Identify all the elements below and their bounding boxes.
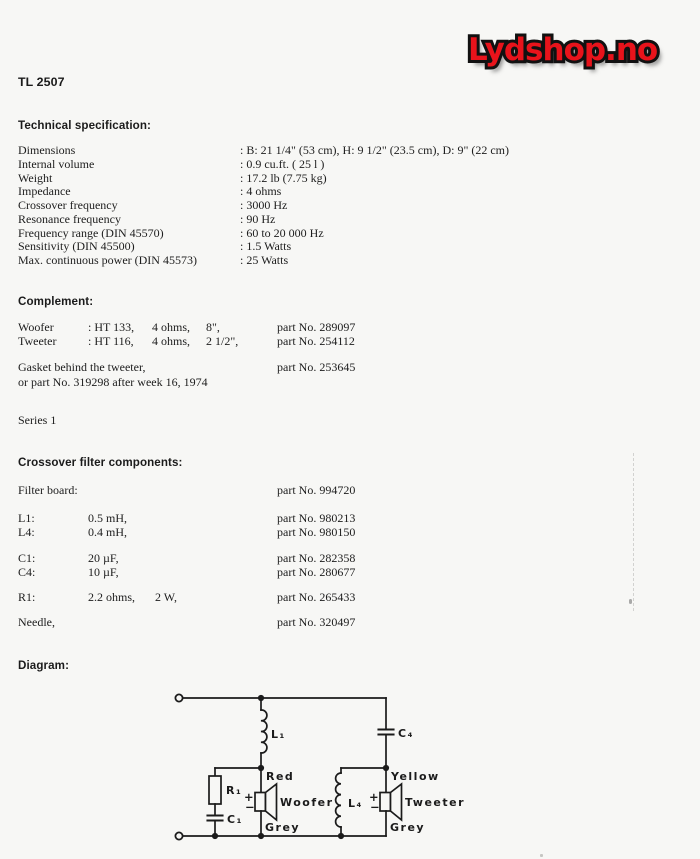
spec-row xyxy=(18,158,682,172)
spec-row xyxy=(18,172,682,186)
component-part-number: part No. 320497 xyxy=(277,615,356,629)
lydshop-logo: Lydshop.no Lydshop.no xyxy=(468,32,657,68)
gasket-note xyxy=(18,361,682,375)
woofer-plus-sign: + xyxy=(244,790,254,804)
spec-value: : 25 Watts xyxy=(240,253,289,267)
input-terminal-negative xyxy=(175,832,182,839)
inductor-rows xyxy=(18,511,682,539)
model-number: TL 2507 xyxy=(18,75,65,89)
junction-dot xyxy=(258,695,264,701)
label-woofer: Woofer xyxy=(280,796,334,809)
filter-board-label: Filter board: xyxy=(18,483,78,497)
input-terminal-positive xyxy=(175,694,182,701)
component-row xyxy=(18,590,682,604)
component-value2 xyxy=(155,511,277,525)
component-code: C1: xyxy=(18,551,36,565)
component-row xyxy=(18,565,682,579)
component-value2 xyxy=(155,565,277,579)
spec-row xyxy=(18,199,682,213)
label-grey-woofer: Grey xyxy=(265,821,301,834)
component-value: 10 µF, xyxy=(88,565,119,579)
spec-label: Resonance frequency xyxy=(18,211,121,226)
complement-heading: Complement: xyxy=(18,295,94,308)
spec-row xyxy=(18,254,682,268)
tweeter-symbol xyxy=(380,793,391,812)
spec-label: Sensitivity (DIN 45500) xyxy=(18,239,135,254)
spec-value: : 1.5 Watts xyxy=(240,239,292,254)
tech-spec-heading: Technical specification: xyxy=(18,119,151,132)
label-grey-tweeter: Grey xyxy=(390,821,426,834)
spec-label: Internal volume xyxy=(18,156,95,171)
label-tweeter: Tweeter xyxy=(405,796,466,809)
complement-row-tweeter xyxy=(18,334,682,348)
component-row xyxy=(18,615,682,629)
driver-name: Woofer xyxy=(18,320,54,334)
label-l4: L₄ xyxy=(348,797,363,810)
junction-dot xyxy=(258,765,264,771)
capacitor-c1 xyxy=(208,816,223,821)
spec-label: Impedance xyxy=(18,184,71,199)
tech-spec-table xyxy=(18,144,682,268)
driver-impedance: 4 ohms, xyxy=(152,334,191,348)
component-value2 xyxy=(155,551,277,565)
spec-row xyxy=(18,240,682,254)
spec-value: : B: 21 1/4" (53 cm), H: 9 1/2" (23.5 cm), D: 9" (22 cm) xyxy=(240,143,509,157)
junction-dot xyxy=(338,833,344,839)
component-value2: 2 W, xyxy=(155,590,178,604)
spec-label: Max. continuous power (DIN 45573) xyxy=(18,253,197,267)
component-value xyxy=(88,615,155,629)
junction-dot xyxy=(258,833,264,839)
component-code: R1: xyxy=(18,590,36,604)
spec-label: Weight xyxy=(18,170,53,185)
driver-part-number: part No. 254112 xyxy=(277,334,355,348)
spec-row xyxy=(18,213,682,227)
label-l1: L₁ xyxy=(271,728,286,741)
spec-row xyxy=(18,144,682,158)
scan-artifact-dot xyxy=(629,599,632,604)
component-row xyxy=(18,525,682,539)
spec-row xyxy=(18,185,682,199)
driver-name: Tweeter xyxy=(18,334,57,348)
complement-table xyxy=(18,320,682,348)
scan-artifact-speck xyxy=(540,854,543,857)
gasket-text: Gasket behind the tweeter, xyxy=(18,360,146,374)
driver-size: 2 1/2", xyxy=(206,334,239,348)
driver-size: 8", xyxy=(206,320,220,334)
label-red: Red xyxy=(266,770,295,783)
spec-label: Crossover frequency xyxy=(18,198,118,212)
component-value: 2.2 ohms, xyxy=(88,590,136,604)
driver-model: : HT 133, xyxy=(88,320,135,334)
component-row xyxy=(18,511,682,525)
spec-value: : 4 ohms xyxy=(240,184,282,199)
component-code: L1: xyxy=(18,511,35,525)
component-part-number: part No. 980150 xyxy=(277,525,356,539)
capacitor-rows xyxy=(18,551,682,579)
spec-value: : 60 to 20 000 Hz xyxy=(240,225,324,240)
component-code: Needle, xyxy=(18,615,55,629)
woofer-symbol xyxy=(255,793,266,812)
label-c4: C₄ xyxy=(398,727,414,740)
component-value: 20 µF, xyxy=(88,551,119,565)
component-value2 xyxy=(155,525,277,539)
label-c1: C₁ xyxy=(227,813,243,826)
inductor-l4 xyxy=(336,773,341,827)
woofer-cone xyxy=(266,784,277,820)
resistor-row xyxy=(18,590,682,604)
component-part-number: part No. 282358 xyxy=(277,551,356,565)
driver-model: : HT 116, xyxy=(88,334,134,348)
component-value: 0.5 mH, xyxy=(88,511,127,525)
inductor-l1 xyxy=(261,710,267,753)
component-value2 xyxy=(155,615,277,629)
woofer-minus-sign: − xyxy=(245,800,255,814)
driver-part-number: part No. 289097 xyxy=(277,320,356,334)
tweeter-cone xyxy=(391,784,402,820)
series-label: Series 1 xyxy=(18,413,57,427)
spec-row xyxy=(18,227,682,241)
component-value: 0.4 mH, xyxy=(88,525,127,539)
driver-impedance: 4 ohms, xyxy=(152,320,191,334)
diagram-heading: Diagram: xyxy=(18,659,70,672)
tweeter-minus-sign: − xyxy=(370,800,380,814)
capacitor-c4 xyxy=(379,730,394,735)
junction-dot xyxy=(212,833,218,839)
component-part-number: part No. 280677 xyxy=(277,565,356,579)
component-part-number: part No. 980213 xyxy=(277,511,356,525)
filter-board-row xyxy=(18,483,682,497)
spec-value: : 0.9 cu.ft. ( 25 l ) xyxy=(240,156,325,171)
spec-value: : 90 Hz xyxy=(240,211,276,226)
spec-label: Dimensions xyxy=(18,143,76,157)
filter-board-part-number: part No. 994720 xyxy=(277,483,356,497)
crossover-heading: Crossover filter components: xyxy=(18,456,183,469)
needle-row xyxy=(18,615,682,629)
gasket-part-number: part No. 253645 xyxy=(277,360,356,374)
spec-label: Frequency range (DIN 45570) xyxy=(18,225,164,240)
label-r1: R₁ xyxy=(226,784,243,797)
component-part-number: part No. 265433 xyxy=(277,590,356,604)
component-code: L4: xyxy=(18,525,35,539)
spec-value: : 3000 Hz xyxy=(240,198,288,212)
tweeter-plus-sign: + xyxy=(369,790,379,804)
gasket-note-line2: or part No. 319298 after week 16, 1974 xyxy=(18,374,208,389)
complement-row-woofer xyxy=(18,320,682,334)
component-code: C4: xyxy=(18,565,36,579)
spec-value: : 17.2 lb (7.75 kg) xyxy=(240,170,327,185)
scan-artifact-line xyxy=(633,453,634,611)
junction-dot xyxy=(383,765,389,771)
resistor-r1 xyxy=(209,776,221,804)
label-yellow: Yellow xyxy=(391,770,440,783)
component-row xyxy=(18,551,682,565)
